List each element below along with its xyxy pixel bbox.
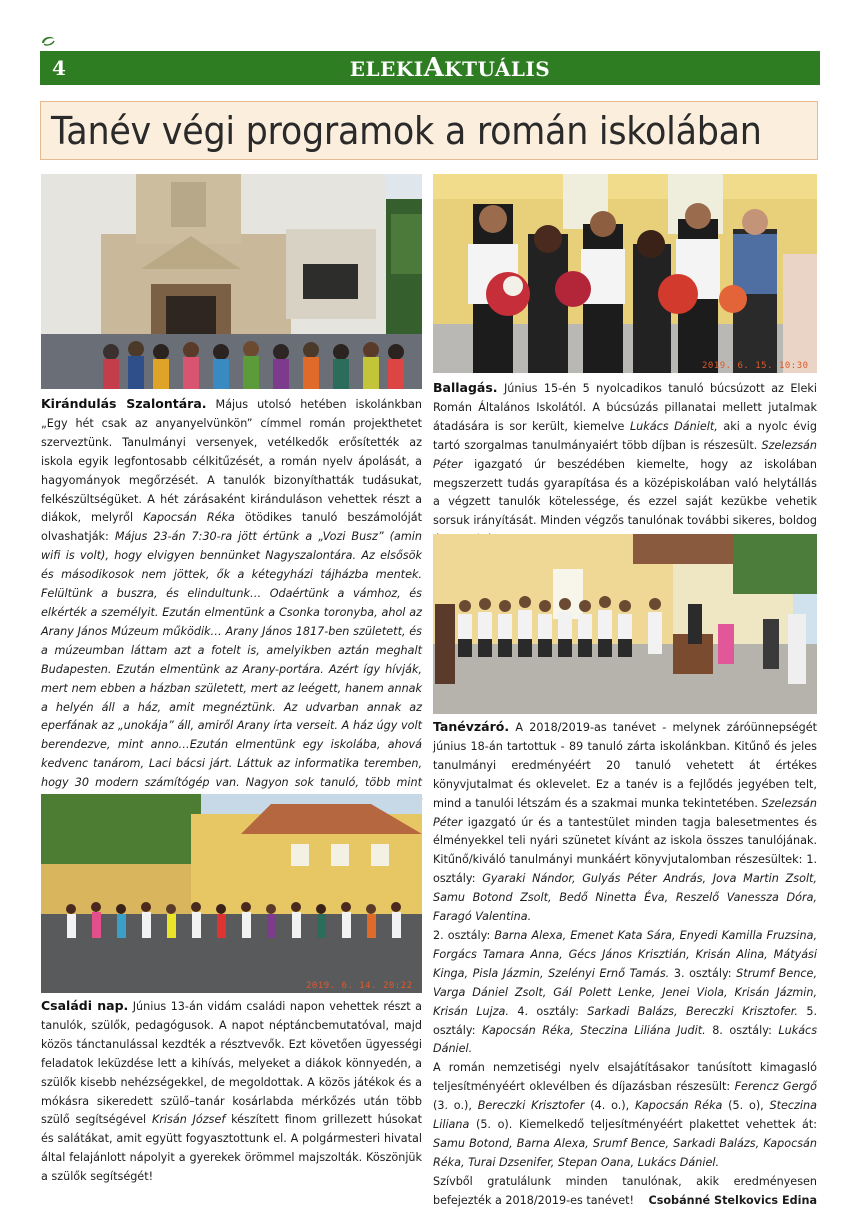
article-tanevzaro: Tanévzáró. A 2018/2019-as tanévet - melynek záróünnepségét június 18-án tartottuk - 89 tanuló zárta iskolánkban. Kitűnő és jeles tanulmányi eredményéért 20 tanuló vehetett át értékes könyvjutalmat és oklevelet. Ez a tanév is a fejlődés jegyében telt, mind a tanulói létszám és a szakmai munka tekintetében. Szelezsán Péter igazgató úr és a tantestület minden tagja balesetmentes és élményekkel teli nyári szünetet kívánt az iskola összes tanulójának. Kitűnő/kiváló tanulmányi munkáért könyvjutalomban részesültek: 1. osztály: Gyaraki Nándor, Gulyás Péter András, Jova Martin Zsolt, Samu Botond Zsolt, Bedő Ninetta Éva, Reszelő Vanessza Dóra, Faragó Valentina. 2. osztály: Barna Alexa, Emenet Kata Sára, Enyedi Kamilla Fruzsina, Forgács Tamara Anna, Gécs János Krisztián, Krisán Alina, Mátyási Kinga, Pisla Jázmin, Szelényi Ernő Tamás. 3. osztály: Strumf Bence, Varga Dániel Zsolt, Gál Polett Lenke, Jenei Viola, Krisán Jázmin, Krisán Lujza. 4. osztály: Sarkadi Balázs, Bereczki Krisztofer. 5. osztály: Kapocsán Réka, Steczina Liliána Judit. 8. osztály: Lukács Dániel. A román nemzetiségi nyelv elsajátításakor tanúsított kimagasló teljesítményéért oklevélben és díjazásban részesült: Ferencz Gergő (3. o.), Bereczki Krisztofer (4. o.), Kapocsán Réka (5. o), Steczina Liliana (5. o). Kiemelkedő teljesítményéért plakettet vehettek át: Samu Botond, Barna Alexa, Srumf Bence, Sarkadi Balázs, Kapocsán Réka, Turai Dzsenifer, Stepan Oana, Lukács Dániel. Szívből gratulálunk minden tanulónak, akik eredményesen befejezték a 2018/2019-es tanévet! Csobánné Stelkovics Edina [433, 718, 817, 1211]
magazine-name: ELEKIAKTUÁLIS [349, 53, 551, 83]
photo-museum-trip [41, 174, 422, 389]
article-csaladi-nap: Családi nap. Június 13-án vidám családi napon vehettek részt a tanulók, szülők, pedagógusok. A napot néptáncbemutatóval, majd közös tánctanulással kezdték a résztvevők. Ezt követően ügyességi feladatok leküzdése lett a kihívás, melyeket a diákok könnyedén, a szülők kisebb nehézségekkel, de megoldottak. A közös játékok és a mókásra sikeredett szülő–tanár kosárlabda mérkőzés után több szülő segítségével Krisán József készített finom grillezett húsokat és salátákat, amit együtt fogyasztottunk el. A polgármesteri hivatal által felajánlott nápolyit a gyerekek örömmel majszolták. Köszönjük a szülők segítségét! [41, 998, 423, 1184]
article-kirandulas: Kirándulás Szalontára. Május utolsó hetében iskolánkban „Egy hét csak az anyanyelvünkön” címmel román projekthetet szerveztünk. Tanulmányi versenyek, vetélkedők erősítették az iskola egyik legfontosabb célkitűzését, a román nyelv ápolását, a hagyományok megőrzését. A tanulók bizonyíthatták tudásukat, felkészültségüket. A hét zárásaként kiránduláson vehettek részt a diákok, melyről Kapocsán Réka ötödikes tanuló beszámolóját olvashatják: Május 23-án 7:30-ra jött értünk a „Vozi Busz” (amin wifi is volt), hogy elvigyen bennünket Nagyszalontára. Az elsősök és másodikosok nem jöttek, ők a kétegyházi tájházba mentek. Felültünk a buszra, és elindultunk… Odaértünk a vámhoz, és elkérték a személyit. Ezután elmentünk a Csonka toronyba, ahol az Arany János Múzeum működik… Arany János 1817-ben született, és a múzeumban láttam azt a fotelt is, amelyikben aztán meghalt Budapesten. Ezután elmentünk az Arany-portára. Azért így hívják, mert nem ebben a házban született, mert az leégett, hanem annak a helyén áll a ház, amit megnéztünk. Az udvarban annak az eperfának az „unokája” áll, amiről Arany írta verseit. A ház úgy volt berendezve, mint anno…Ezután elmentünk egy iskolába, ahová kedvenc tanárom, Laci bácsi járt. Láttuk az informatika teremben, hogy 30 modern számítógép van. Nagyon sok tanuló, több mint [41, 396, 422, 790]
magazine-logo-icon [40, 35, 56, 47]
page-number: 4 [52, 56, 66, 80]
photo-graduation [433, 174, 817, 373]
photo-date-stamp: 2019. 6. 14. 20:22 [306, 981, 413, 991]
article-title: Tanév végi programok a román iskolában [51, 109, 762, 153]
photo-date-stamp: 2019. 6. 15. 10:30 [702, 361, 809, 371]
article-signature: Csobánné Stelkovics Edina [648, 1193, 817, 1207]
photo-year-end-ceremony [433, 534, 817, 714]
photo-family-day [41, 794, 422, 993]
article-ballagas: Ballagás. Június 15-én 5 nyolcadikos tanuló búcsúzott az Eleki Román Általános Iskolától. A búcsúzás pillanatai mellett jutalmak átadására is sor került, kiemelve Lukács Dánielt, aki a nyolc évig tartó szorgalmas tanulmányaiért több díjban is részesült. Szelezsán Péter igazgató úr beszédében kiemelte, hogy az iskolában megszerzett tudás gyarapítása és a középiskolában való helytállás a végzett tanulók kötelessége, és ezzel saját kezükbe vehetik sorsuk irányítását. Minden végzős tanulónak további sikeres, boldog [433, 380, 817, 528]
article-title-box [40, 101, 818, 160]
